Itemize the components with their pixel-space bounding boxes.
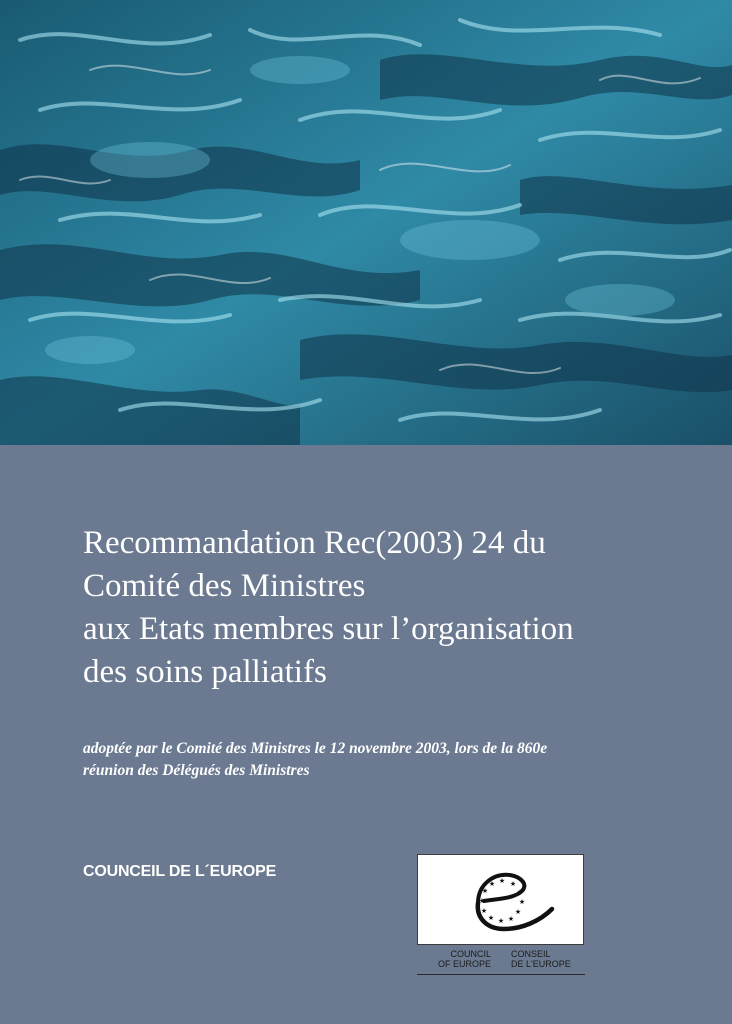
svg-text:★: ★ bbox=[507, 915, 515, 923]
title-line-2: Comité des Ministres bbox=[83, 568, 366, 604]
adoption-note bbox=[83, 738, 683, 782]
svg-text:★: ★ bbox=[498, 877, 506, 885]
water-ripples bbox=[0, 0, 732, 445]
svg-text:★: ★ bbox=[478, 897, 486, 905]
svg-text:★: ★ bbox=[481, 887, 489, 895]
logo-caption-en-line-1: COUNCIL bbox=[450, 949, 491, 959]
svg-text:★: ★ bbox=[516, 888, 524, 896]
svg-text:★: ★ bbox=[487, 914, 495, 922]
title-line-3: aux Etats membres sur l’organisation bbox=[83, 611, 574, 647]
svg-text:★: ★ bbox=[509, 880, 517, 888]
logo-caption-fr-line-1: CONSEIL bbox=[511, 949, 551, 959]
svg-text:★: ★ bbox=[514, 908, 522, 916]
council-of-europe-emblem-icon bbox=[418, 855, 583, 944]
svg-text:★: ★ bbox=[480, 907, 488, 915]
logo-caption-english bbox=[431, 949, 491, 969]
svg-text:★: ★ bbox=[518, 898, 526, 906]
council-of-europe-logo bbox=[417, 854, 584, 945]
adoption-note-line-2: réunion des Délégués des Ministres bbox=[83, 762, 310, 779]
document-title bbox=[83, 522, 703, 694]
svg-text:★: ★ bbox=[488, 880, 496, 888]
cover-photo-water bbox=[0, 0, 732, 445]
logo-caption-french bbox=[511, 949, 581, 969]
logo-caption-fr-line-2: DE L'EUROPE bbox=[511, 959, 571, 969]
logo-caption-en-line-2: OF EUROPE bbox=[437, 959, 491, 969]
svg-text:★: ★ bbox=[497, 917, 505, 925]
title-line-4: des soins palliatifs bbox=[83, 654, 327, 690]
organization-name: COUNCEIL DE L´EUROPE bbox=[83, 863, 277, 880]
adoption-note-line-1: adoptée par le Comité des Ministres le 12 novembre 2003, lors de la 860e bbox=[83, 740, 548, 757]
logo-caption bbox=[417, 948, 585, 975]
title-line-1: Recommandation Rec(2003) 24 du bbox=[83, 525, 546, 561]
